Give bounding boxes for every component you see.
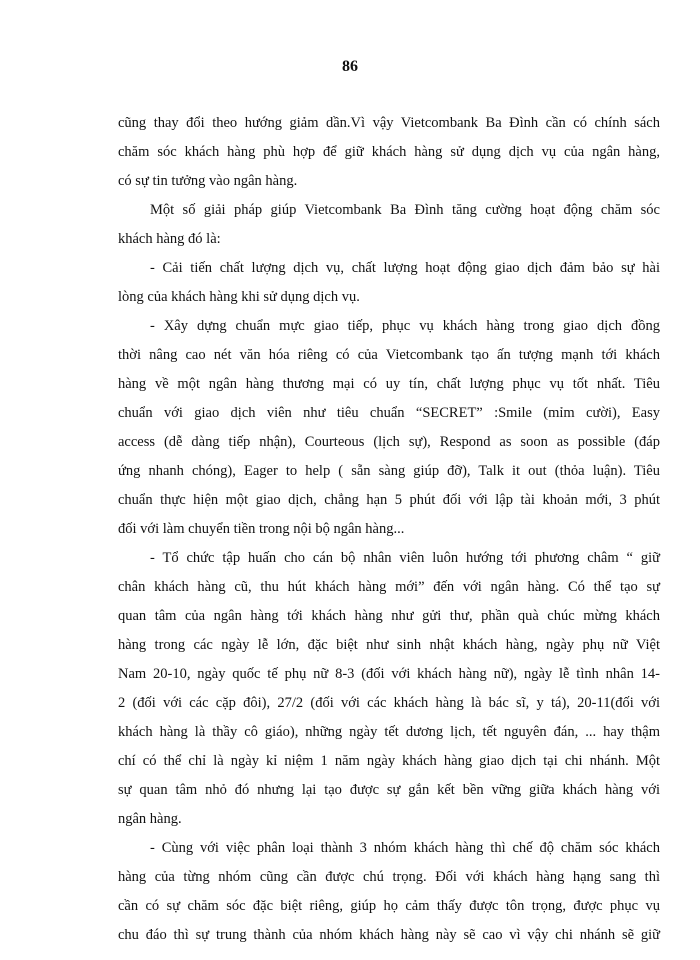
- paragraph: [118, 312, 660, 544]
- paragraph: [118, 544, 660, 834]
- paragraph: [118, 254, 660, 312]
- text-line: thời nâng cao nét văn hóa riêng có của Vietcombank tạo ấn tượng mạnh tới khách: [118, 347, 660, 363]
- text-line: khách hàng đó là:: [118, 231, 221, 247]
- text-line: 2 (đối với các cặp đôi), 27/2 (đối với các khách hàng là bác sĩ, y tá), 20-11(đối với: [118, 695, 660, 711]
- body-text: [118, 109, 660, 950]
- text-line: lòng của khách hàng khi sử dụng dịch vụ.: [118, 289, 360, 305]
- text-line: cần có sự chăm sóc đặc biệt riêng, giúp họ cảm thấy được tôn trọng, được phục vụ: [118, 898, 660, 914]
- text-line: hàng của từng nhóm cũng cần được chú trọng. Đối với khách hàng hạng sang thì: [118, 869, 660, 885]
- text-line: chí có thể chỉ là ngày kỉ niệm 1 năm ngày khách hàng giao dịch tại chi nhánh. Một: [118, 753, 660, 769]
- text-line: Nam 20-10, ngày quốc tế phụ nữ 8-3 (đối với khách hàng nữ), ngày lễ tình nhân 14-: [118, 666, 660, 682]
- paragraph: [118, 196, 660, 254]
- text-line: chân khách hàng cũ, thu hút khách hàng mới” đến với ngân hàng. Có thể tạo sự: [118, 579, 660, 595]
- text-line: - Cùng với việc phân loại thành 3 nhóm khách hàng thì chế độ chăm sóc khách: [150, 840, 660, 856]
- text-line: quan tâm của ngân hàng tới khách hàng như gửi thư, phần quà chúc mừng khách: [118, 608, 660, 624]
- text-line: - Tổ chức tập huấn cho cán bộ nhân viên luôn hướng tới phương châm “ giữ: [150, 550, 660, 566]
- text-line: - Cải tiến chất lượng dịch vụ, chất lượng hoạt động giao dịch đảm bảo sự hài: [150, 260, 660, 276]
- text-line: chăm sóc khách hàng phù hợp để giữ khách hàng sử dụng dịch vụ của ngân hàng,: [118, 144, 660, 160]
- text-line: khách hàng là thầy cô giáo), những ngày tết dương lịch, tết nguyên đán, ... hay thậm: [118, 724, 660, 740]
- text-line: chuẩn thực hiện một giao dịch, chẳng hạn 5 phút đối với lập tài khoản mới, 3 phút: [118, 492, 660, 508]
- text-line: ngân hàng.: [118, 811, 182, 827]
- text-line: cũng thay đổi theo hướng giảm dần.Vì vậy Vietcombank Ba Đình cần có chính sách: [118, 115, 660, 131]
- text-line: chu đáo thì sự trung thành của nhóm khách hàng này sẽ cao vì vậy chi nhánh sẽ giữ: [118, 927, 660, 943]
- text-line: chuẩn với giao dịch viên như tiêu chuẩn “SECRET” :Smile (mỉm cười), Easy: [118, 405, 660, 421]
- text-line: sự quan tâm nhỏ đó nhưng lại tạo được sự gắn kết bền vững giữa khách hàng với: [118, 782, 660, 798]
- text-line: có sự tin tưởng vào ngân hàng.: [118, 173, 298, 189]
- text-line: hàng về một ngân hàng thương mại có uy tín, chất lượng phục vụ tốt nhất. Tiêu: [118, 376, 660, 392]
- paragraph: [118, 834, 660, 950]
- page-number: 86: [342, 58, 358, 75]
- paragraph: [118, 109, 660, 196]
- text-line: ứng nhanh chóng), Eager to help ( sẵn sàng giúp đỡ), Talk it out (thỏa luận). Tiêu: [118, 463, 660, 479]
- text-line: đối với làm chuyển tiền trong nội bộ ngân hàng...: [118, 521, 405, 537]
- text-line: Một số giải pháp giúp Vietcombank Ba Đình tăng cường hoạt động chăm sóc: [150, 202, 660, 218]
- text-line: - Xây dựng chuẩn mực giao tiếp, phục vụ khách hàng trong giao dịch đồng: [150, 318, 660, 334]
- text-line: access (dễ dàng tiếp nhận), Courteous (lịch sự), Respond as soon as possible (đáp: [118, 434, 660, 450]
- text-line: hàng trong các ngày lễ lớn, đặc biệt như sinh nhật khách hàng, ngày phụ nữ Việt: [118, 637, 660, 653]
